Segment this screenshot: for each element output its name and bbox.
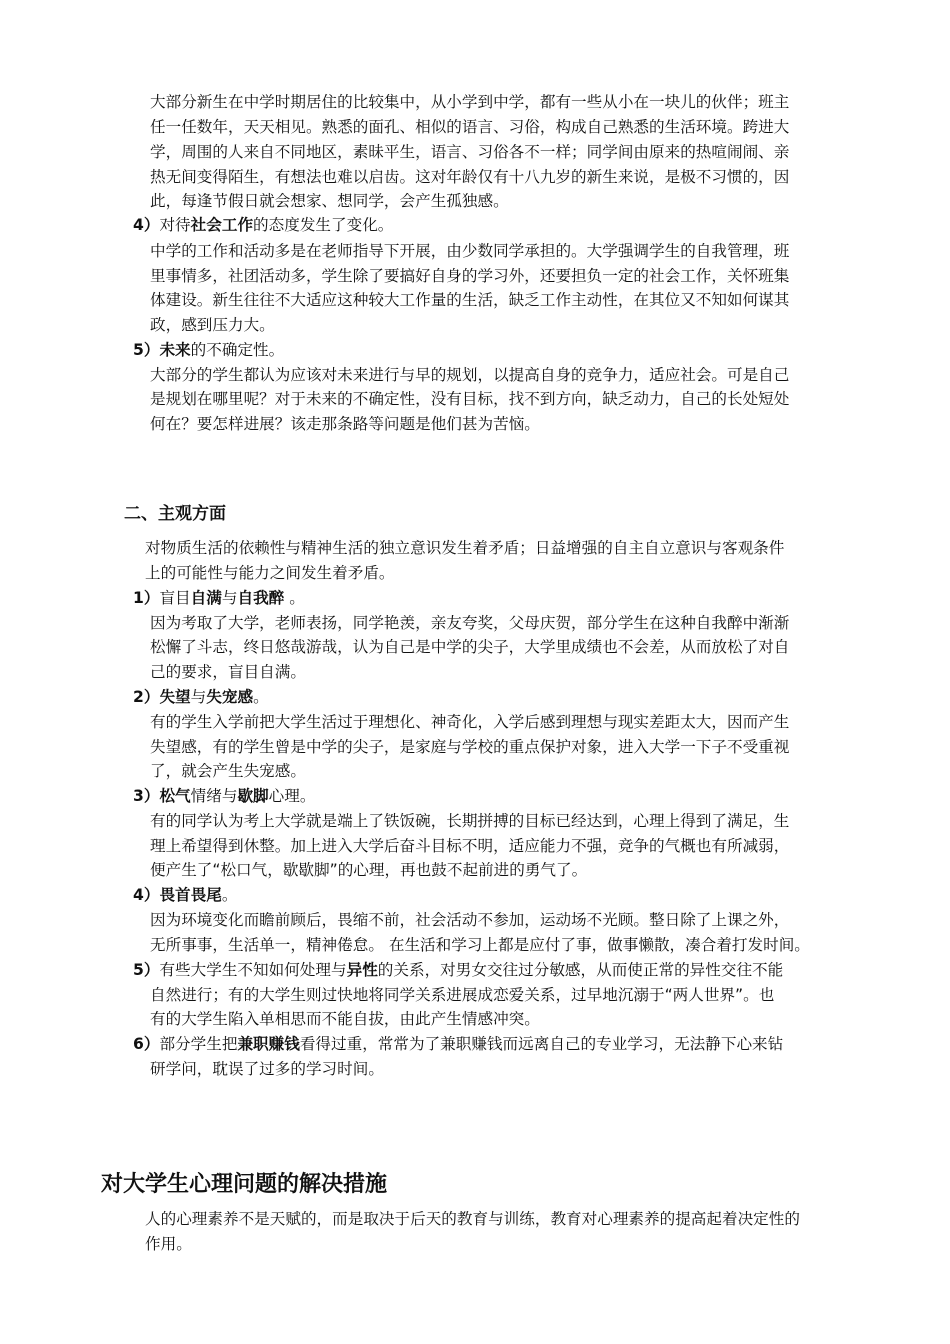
text-line: 理上希望得到休整。加上进入大学后奋斗目标不明，适应能力不强，竞争的气概也有所减弱， bbox=[150, 837, 790, 855]
text-line: 因为环境变化而瞻前顾后，畏缩不前，社会活动不参加，运动场不光顾。整日除了上课之外， bbox=[150, 911, 790, 929]
text-line: 大部分的学生都认为应该对未来进行与早的规划，以提高自身的竞争力，适应社会。可是自己 bbox=[150, 366, 790, 384]
list-item-heading: 4）对待社会工作的态度发生了变化。 bbox=[133, 216, 394, 234]
text-line: 体建设。新生往往不大适应这种较大工作量的生活，缺乏工作主动性，在其位又不知如何谋其 bbox=[150, 291, 790, 309]
list-item-heading: 2）失望与失宠感。 bbox=[133, 688, 269, 706]
text-line: 自然进行；有的大学生则过快地将同学关系进展成恋爱关系，过早地沉溺于“两人世界”。也 bbox=[150, 986, 775, 1004]
text-line: 中学的工作和活动多是在老师指导下开展，由少数同学承担的。大学强调学生的自我管理，班 bbox=[150, 242, 790, 260]
text-line: 研学问，耽误了过多的学习时间。 bbox=[150, 1060, 384, 1078]
text-line: 了，就会产生失宠感。 bbox=[150, 762, 306, 780]
text-line: 上的可能性与能力之间发生着矛盾。 bbox=[145, 564, 395, 582]
text-line: 里事情多，社团活动多，学生除了要搞好自身的学习外，还要担负一定的社会工作，关怀班集 bbox=[150, 267, 790, 285]
page-heading: 对大学生心理问题的解决措施 bbox=[101, 1172, 388, 1197]
text-line: 人的心理素养不是天赋的，而是取决于后天的教育与训练，教育对心理素养的提高起着决定性的 bbox=[145, 1210, 800, 1228]
text-line: 任一任数年，天天相见。熟悉的面孔、相似的语言、习俗，构成自己熟悉的生活环境。跨进大 bbox=[150, 118, 790, 136]
text-line: 有的学生入学前把大学生活过于理想化、神奇化，入学后感到理想与现实差距太大，因而产生 bbox=[150, 713, 790, 731]
text-line: 因为考取了大学，老师表扬，同学艳羡，亲友夸奖，父母庆贺，部分学生在这种自我醉中渐渐 bbox=[150, 614, 790, 632]
text-line: 何在？要怎样进展？该走那条路等问题是他们甚为苦恼。 bbox=[150, 415, 540, 433]
list-item-heading: 1）盲目自满与自我醉 。 bbox=[133, 589, 305, 607]
text-line: 热无间变得陌生，有想法也难以启齿。这对年龄仅有十八九岁的新生来说，是极不习惯的，因 bbox=[150, 168, 790, 186]
list-item-heading: 5）未来的不确定性。 bbox=[133, 341, 285, 359]
text-line: 便产生了“松口气，歇歇脚”的心理，再也鼓不起前进的勇气了。 bbox=[150, 861, 588, 879]
list-item-heading: 4）畏首畏尾。 bbox=[133, 886, 238, 904]
text-line: 己的要求，盲目自满。 bbox=[150, 663, 306, 681]
text-line: 大部分新生在中学时期居住的比较集中，从小学到中学，都有一些从小在一块儿的伙伴；班主 bbox=[150, 93, 790, 111]
text-line: 是规划在哪里呢？对于未来的不确定性，没有目标，找不到方向，缺乏动力，自己的长处短处 bbox=[150, 390, 790, 408]
section-heading: 二、主观方面 bbox=[124, 504, 226, 524]
text-line: 政，感到压力大。 bbox=[150, 316, 275, 334]
text-line: 失望感，有的学生曾是中学的尖子，是家庭与学校的重点保护对象，进入大学一下子不受重视 bbox=[150, 738, 790, 756]
list-item-heading: 6）部分学生把兼职赚钱看得过重，常常为了兼职赚钱而远离自己的专业学习，无法静下心来钻 bbox=[133, 1035, 784, 1053]
text-line: 学，周围的人来自不同地区，素昧平生，语言、习俗各不一样；同学间由原来的热喧闹闹、亲 bbox=[150, 143, 790, 161]
list-item-heading: 5）有些大学生不知如何处理与异性的关系，对男女交往过分敏感，从而使正常的异性交往不能 bbox=[133, 961, 784, 979]
list-item-heading: 3）松气情绪与歇脚心理。 bbox=[133, 787, 316, 805]
text-line: 松懈了斗志，终日悠哉游哉，认为自己是中学的尖子，大学里成绩也不会差，从而放松了对自 bbox=[150, 638, 790, 656]
text-line: 此，每逢节假日就会想家、想同学，会产生孤独感。 bbox=[150, 192, 509, 210]
text-line: 对物质生活的依赖性与精神生活的独立意识发生着矛盾；日益增强的自主自立意识与客观条件 bbox=[145, 539, 785, 557]
text-line: 有的同学认为考上大学就是端上了铁饭碗，长期拼搏的目标已经达到，心理上得到了满足，生 bbox=[150, 812, 790, 830]
text-line: 有的大学生陷入单相思而不能自拔，由此产生情感冲突。 bbox=[150, 1010, 540, 1028]
text-line: 作用。 bbox=[145, 1235, 192, 1253]
text-line: 无所事事，生活单一，精神倦怠。 在生活和学习上都是应付了事，做事懒散，凑合着打发时间。 bbox=[150, 936, 810, 954]
